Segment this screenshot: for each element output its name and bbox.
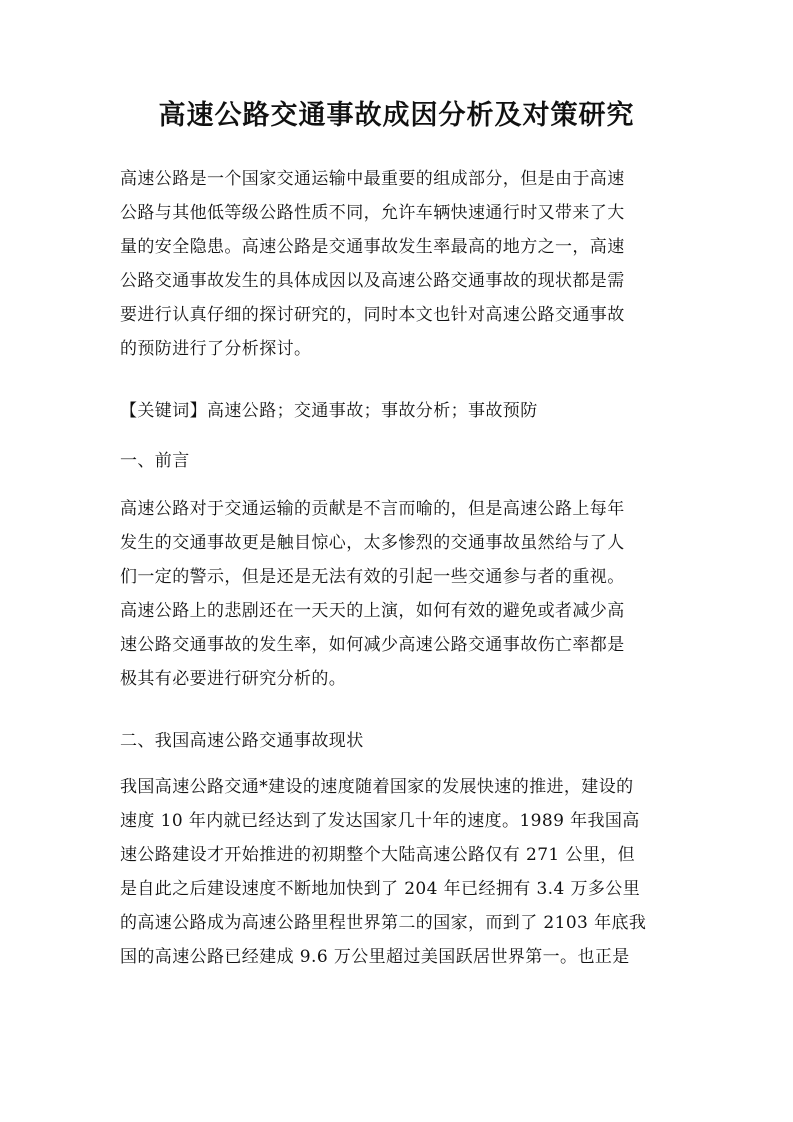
text-line: 公路交通事故发生的具体成因以及高速公路交通事故的现状都是需 — [120, 271, 625, 291]
text-line: 的预防进行了分析探讨。 — [120, 339, 312, 359]
text-line: 我国高速公路交通*建设的速度随着国家的发展快速的推进，建设的 — [120, 777, 634, 797]
text-line: 国的高速公路已经建成 9.6 万公里超过美国跃居世界第一。也正是 — [120, 947, 630, 967]
section-heading-status: 二、我国高速公路交通事故现状 — [120, 731, 364, 751]
text-line: 速公路交通事故的发生率，如何减少高速公路交通事故伤亡率都是 — [120, 635, 625, 655]
text-line: 高速公路对于交通运输的贡献是不言而喻的，但是高速公路上每年 — [120, 499, 625, 519]
text-line: 速公路建设才开始推进的初期整个大陆高速公路仅有 271 公里，但 — [120, 845, 636, 865]
abstract-paragraph — [120, 162, 680, 366]
status-paragraph — [120, 770, 680, 974]
keywords-line: 【关键词】高速公路；交通事故；事故分析；事故预防 — [120, 401, 538, 421]
text-line: 高速公路上的悲剧还在一天天的上演，如何有效的避免或者减少高 — [120, 601, 625, 621]
section-heading-intro: 一、前言 — [120, 451, 190, 471]
text-line: 们一定的警示，但是还是无法有效的引起一些交通参与者的重视。 — [120, 567, 625, 587]
text-line: 量的安全隐患。高速公路是交通事故发生率最高的地方之一，高速 — [120, 237, 625, 257]
text-line: 的高速公路成为高速公路里程世界第二的国家，而到了 2103 年底我 — [120, 913, 647, 933]
text-line: 高速公路是一个国家交通运输中最重要的组成部分，但是由于高速 — [120, 169, 625, 189]
text-line: 是自此之后建设速度不断地加快到了 204 年已经拥有 3.4 万多公里 — [120, 879, 641, 899]
text-line: 极其有必要进行研究分析的。 — [120, 669, 347, 689]
text-line: 公路与其他低等级公路性质不同，允许车辆快速通行时又带来了大 — [120, 203, 625, 223]
document-title: 高速公路交通事故成因分析及对策研究 — [158, 100, 635, 131]
text-line: 发生的交通事故更是触目惊心，太多惨烈的交通事故虽然给与了人 — [120, 533, 625, 553]
intro-paragraph — [120, 492, 680, 696]
text-line: 要进行认真仔细的探讨研究的，同时本文也针对高速公路交通事故 — [120, 305, 625, 325]
text-line: 速度 10 年内就已经达到了发达国家几十年的速度。1989 年我国高 — [120, 811, 640, 831]
